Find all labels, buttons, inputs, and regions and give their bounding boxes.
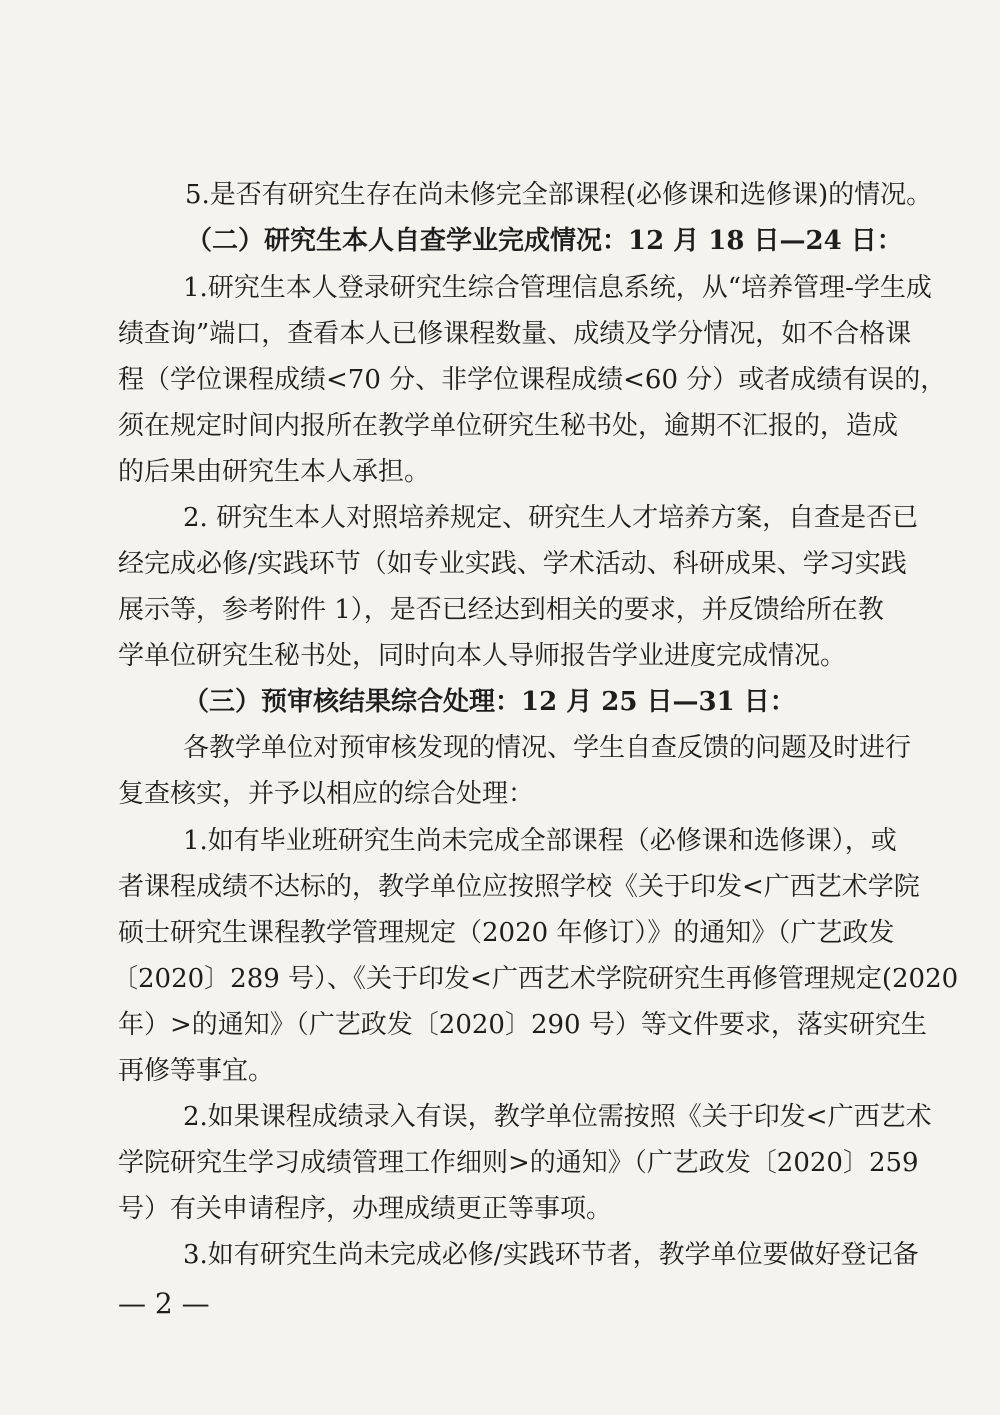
paragraph-line: 3.如有研究生尚未完成必修/实践环节者，教学单位要做好登记备	[183, 1240, 919, 1270]
paragraph-line: 经完成必修/实践环节（如专业实践、学术活动、科研成果、学习实践	[118, 549, 907, 579]
paragraph-line: 硕士研究生课程教学管理规定（2020 年修订）》的通知》（广艺政发	[118, 918, 895, 948]
paragraph-line: 2.如果课程成绩录入有误，教学单位需按照《关于印发<广西艺术	[183, 1102, 932, 1132]
paragraph-line: 学单位研究生秘书处，同时向本人导师报告学业进度完成情况。	[118, 641, 847, 671]
paragraph-line: 须在规定时间内报所在教学单位研究生秘书处，逾期不汇报的，造成	[118, 411, 899, 441]
paragraph-line: 绩查询”端口，查看本人已修课程数量、成绩及学分情况，如不合格课	[118, 319, 912, 349]
paragraph-line: 号）有关申请程序，办理成绩更正等事项。	[118, 1194, 613, 1224]
paragraph-line: 年）>的通知》（广艺政发〔2020〕290 号）等文件要求，落实研究生	[118, 1010, 927, 1040]
paragraph-line: 2. 研究生本人对照培养规定、研究生人才培养方案，自查是否已	[183, 503, 919, 533]
section-heading: （二）研究生本人自查学业完成情况：12 月 18 日—24 日：	[186, 226, 903, 256]
paragraph-line: 1.研究生本人登录研究生综合管理信息系统，从“培养管理-学生成	[183, 273, 932, 303]
paragraph-line: 各教学单位对预审核发现的情况、学生自查反馈的问题及时进行	[183, 733, 912, 763]
paragraph-line: 1.如有毕业班研究生尚未完成全部课程（必修课和选修课），或	[183, 826, 897, 856]
paragraph-line: 者课程成绩不达标的，教学单位应按照学校《关于印发<广西艺术学院	[118, 872, 920, 902]
page-number: — 2 —	[118, 1287, 210, 1320]
paragraph-line: 再修等事宜。	[118, 1056, 275, 1086]
paragraph-line: 复查核实，并予以相应的综合处理：	[118, 779, 535, 809]
paragraph-line: 程（学位课程成绩<70 分、非学位课程成绩<60 分）或者成绩有误的，	[118, 365, 947, 395]
paragraph-line: 5.是否有研究生存在尚未修完全部课程(必修课和选修课)的情况。	[185, 180, 933, 210]
paragraph-line: 的后果由研究生本人承担。	[118, 457, 431, 487]
paragraph-line: 展示等，参考附件 1），是否已经达到相关的要求，并反馈给所在教	[118, 595, 884, 625]
paragraph-line: 〔2020〕289 号）、《关于印发<广西艺术学院研究生再修管理规定(2020	[112, 964, 959, 994]
section-heading: （三）预审核结果综合处理：12 月 25 日—31 日：	[183, 687, 796, 717]
paragraph-line: 学院研究生学习成绩管理工作细则>的通知》（广艺政发〔2020〕259	[118, 1148, 919, 1178]
